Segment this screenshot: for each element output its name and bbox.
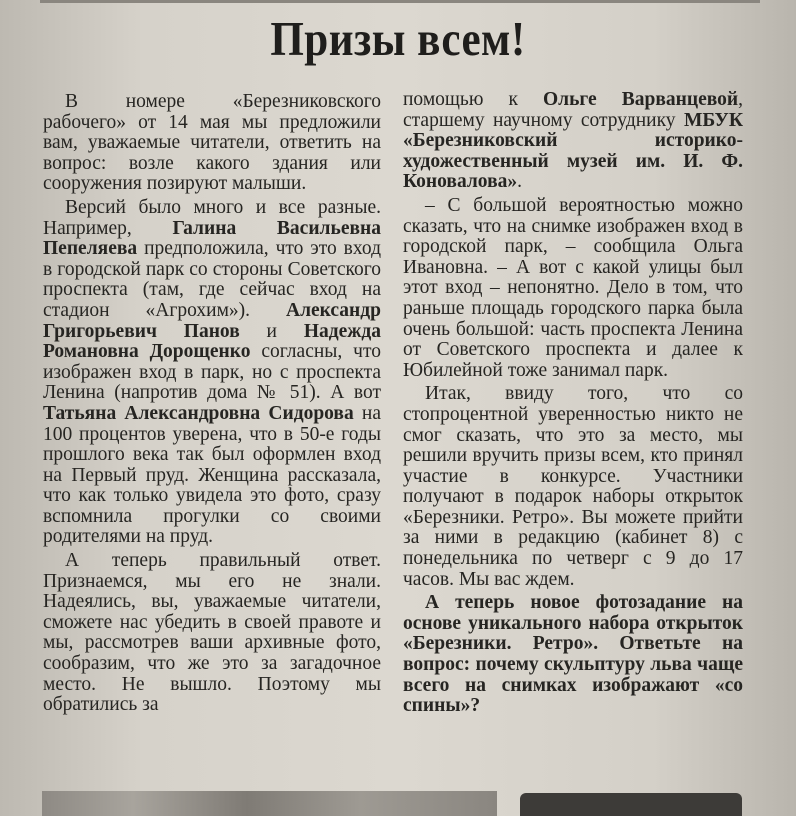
article-column-left — [43, 92, 381, 719]
article-paragraph — [403, 593, 743, 717]
article-paragraph — [43, 92, 381, 195]
paragraph-text: – С большой вероятностью можно сказать, что на снимке изображен вход в городской парк, – сообщила Ольга Ивановна. – А вот с какой улицы был этот вход – непонятно. Дело в том, что раньше площадь городского парка была очень большой: часть проспекта Ленина от Советского проспекта и далее к Юбилейной тоже занимал парк. — [403, 194, 743, 381]
article-paragraph — [403, 196, 743, 381]
paragraph-text: А теперь правильный ответ. Признаемся, мы его не знали. Надеялись, вы, уважаемые читатели, сможете нас убедить в своей правоте и мы, рассмотрев ваши архивные фото, сообразим, что же это за загадочное место. Не вышло. Поэтому мы обратились за — [43, 550, 381, 716]
photo-fragment-right — [520, 793, 742, 816]
paragraph-text: на 100 процентов уверена, что в 50-е годы прошлого века так был оформлен вход на Первый пруд. Женщина рассказала, что как только увидела это фото, сразу вспомнила прогулки со своими родителями на пруд. — [43, 402, 382, 548]
bold-name-text: Надежда Романовна Дорощенко — [43, 320, 382, 363]
article-column-right — [403, 90, 743, 720]
paragraph-text: помощью к — [403, 89, 543, 110]
bold-name-text: Татьяна Александровна Сидорова — [43, 402, 354, 424]
paragraph-text: Итак, ввиду того, что со стопроцентной уверенностью никто не смог сказать, что это за место, мы решили вручить призы всем, кто принял участие в конкурсе. Участники получают в подарок наборы открыток «Березники. Ретро». Вы можете прийти за ними в редакцию (кабинет 8) с понедельника по четверг с 9 до 17 часов. Мы вас ждем. — [403, 383, 743, 590]
photo-fragment-left — [42, 791, 497, 816]
paragraph-text: , старшему научному сотруднику — [403, 89, 743, 131]
paragraph-text: предположила, что это вход в городской парк со стороны Советского проспекта (там, где сейчас вход на стадион «Агрохим»). — [43, 238, 381, 321]
article-headline: Призы всем! — [270, 11, 526, 66]
paragraph-text: . — [517, 171, 522, 193]
article-paragraph — [43, 198, 381, 548]
paragraph-text: согласны, что изображен вход в парк, но с проспекта Ленина (напротив дома № 51). А вот — [43, 341, 381, 404]
article-paragraph — [403, 384, 743, 590]
article-paragraph — [403, 90, 743, 193]
top-rule — [40, 0, 760, 3]
article-paragraph — [43, 551, 381, 716]
paragraph-text: В номере «Березниковского рабочего» от 14 мая мы предложили вам, уважаемые читатели, ответить на вопрос: возле какого здания или сооружения позируют малыши. — [43, 91, 381, 195]
bold-name-text: А теперь новое фотозадание на основе уникального набора открыток «Березники. Ретро». Ответьте на вопрос: почему скульптуру льва чаще всего на снимках изображают «со спины»? — [403, 592, 743, 717]
bold-name-text: Галина Васильевна Пепеляева — [43, 217, 381, 260]
bold-name-text: Александр Григорьевич Панов — [43, 299, 381, 342]
paragraph-text: Версий было много и все разные. Например, — [43, 196, 381, 239]
paragraph-text: и — [239, 320, 304, 342]
bold-name-text: Ольге Варванцевой — [542, 89, 739, 110]
bold-name-text: МБУК «Березниковский историко-художественный музей им. И. Ф. Коновалова» — [403, 109, 743, 193]
